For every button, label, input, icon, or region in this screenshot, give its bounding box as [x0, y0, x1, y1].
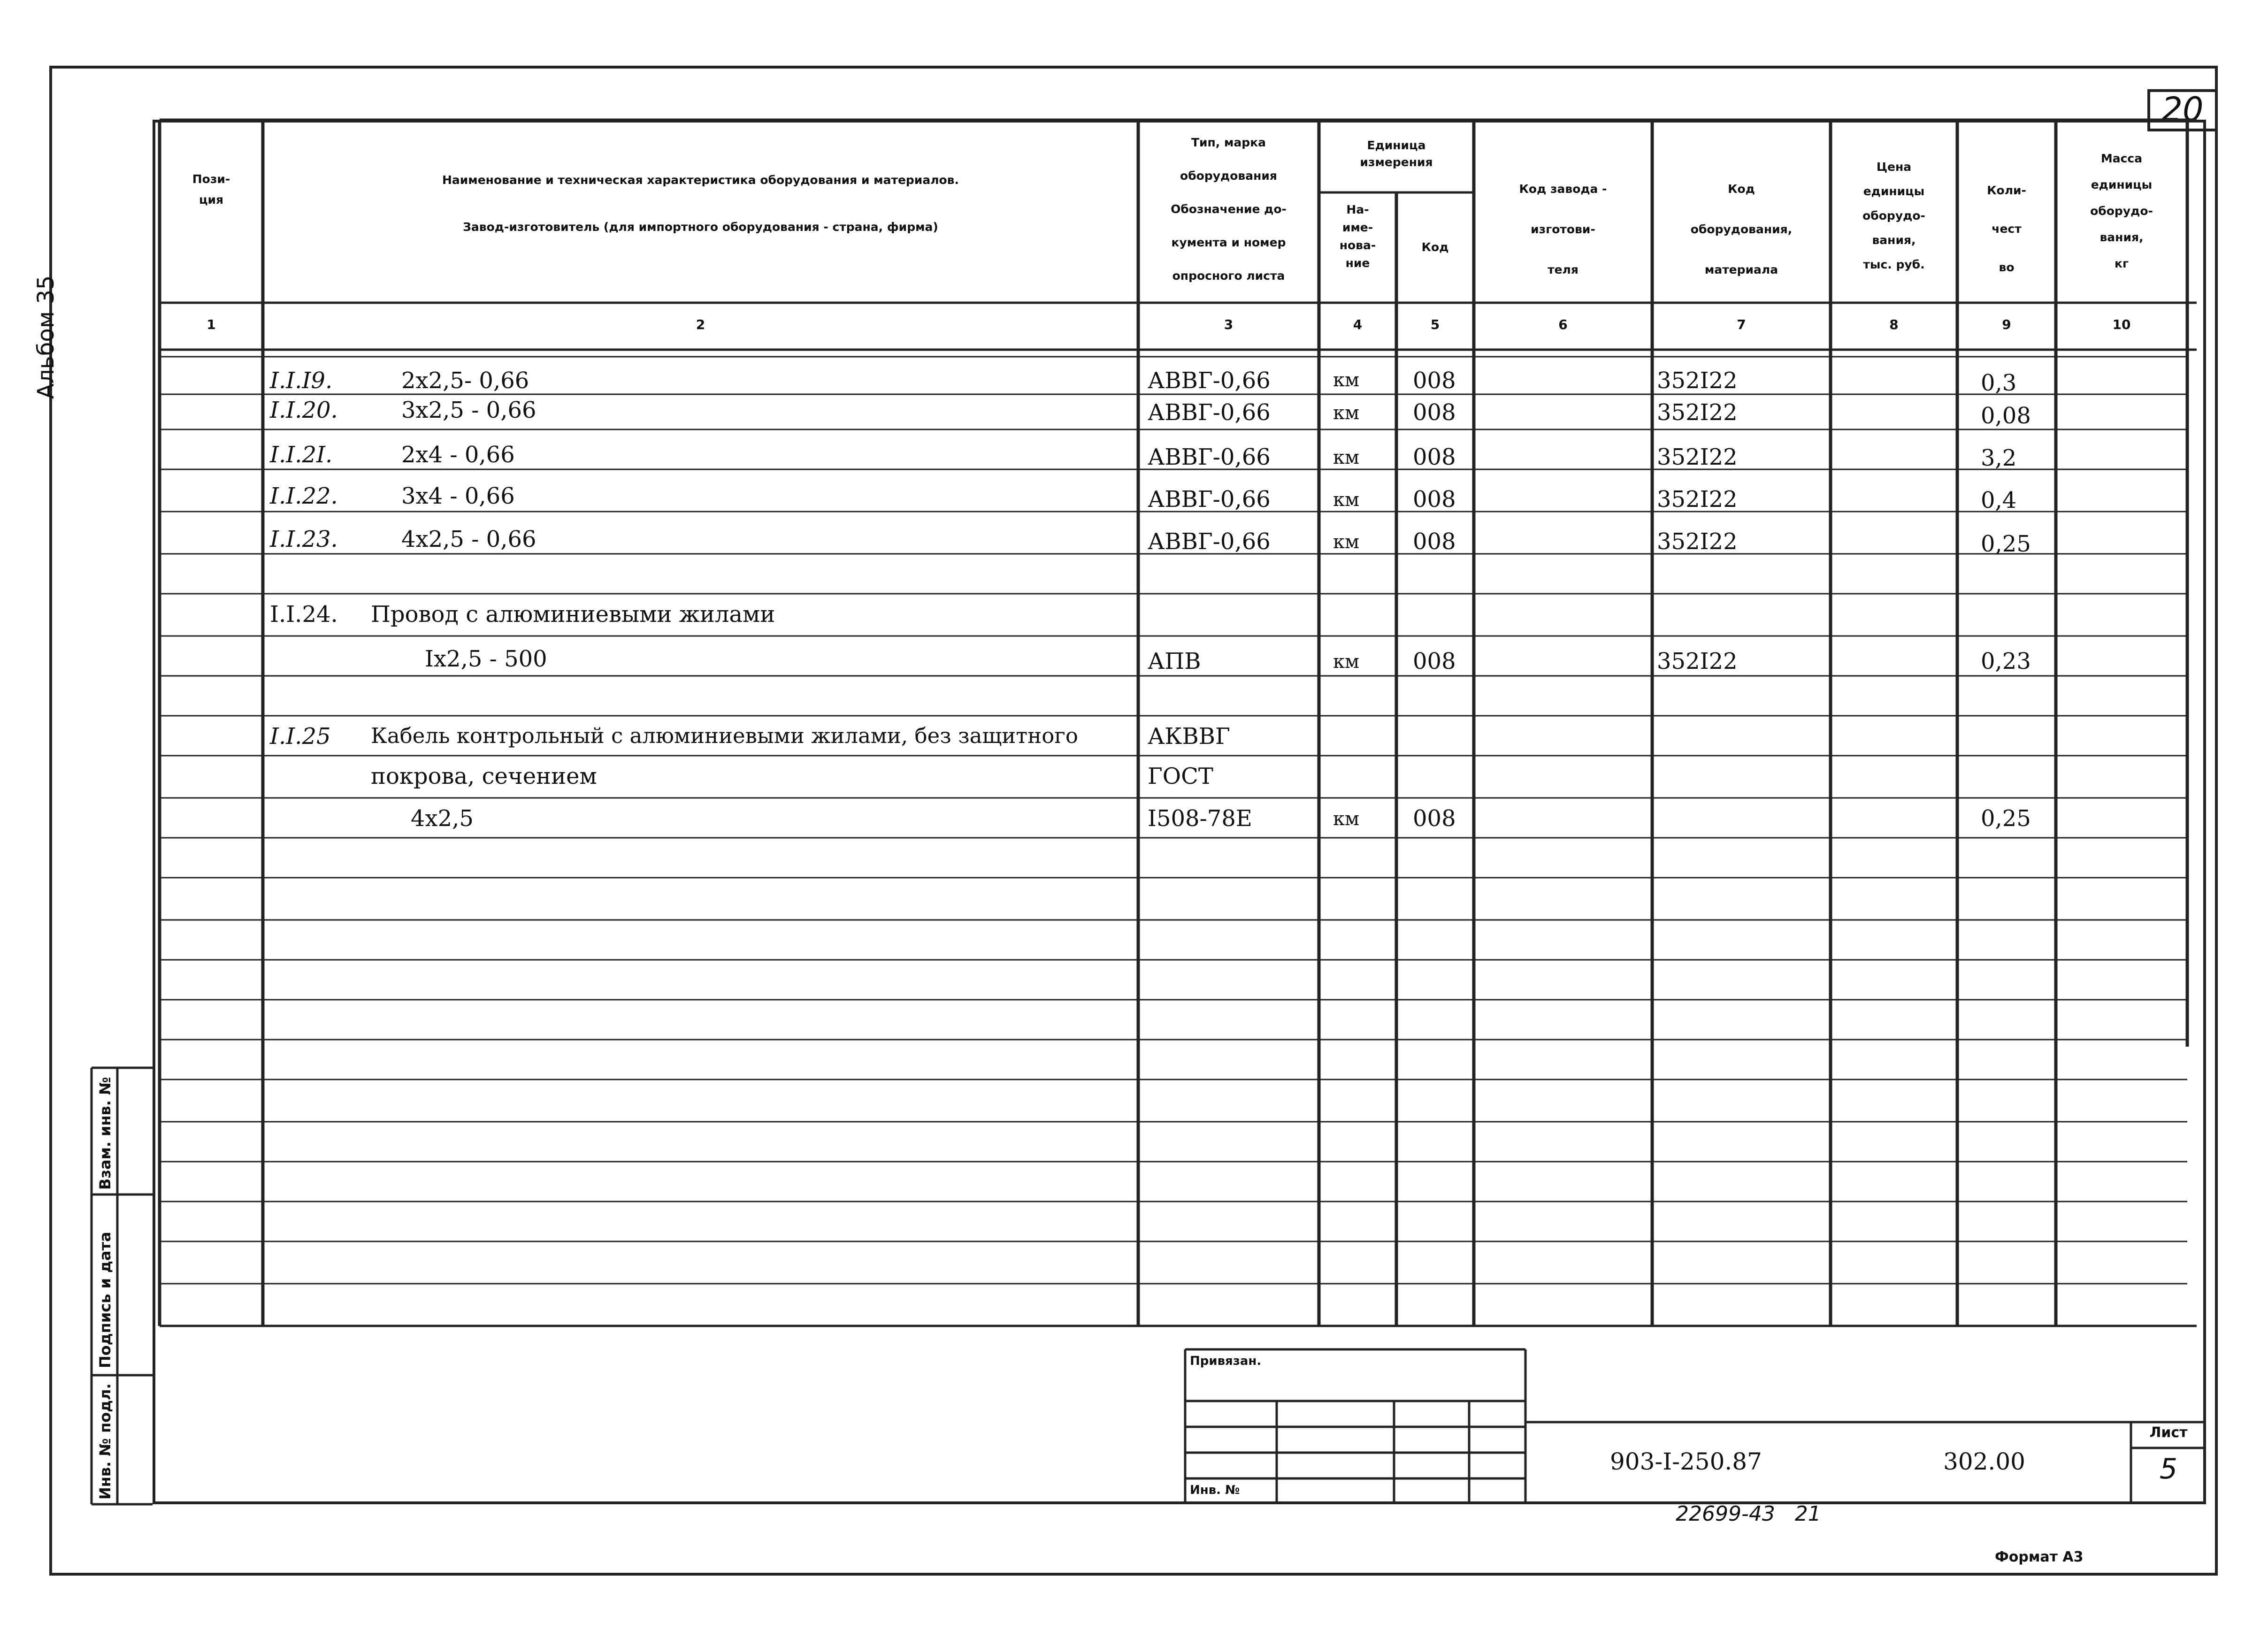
- row-unit-code: 008: [1413, 367, 1456, 394]
- stamp-vzam: Взам. инв. №: [96, 1077, 114, 1190]
- header-unit-code: Код: [1421, 240, 1449, 254]
- row-name: Провод с алюминиевыми жилами: [371, 601, 775, 628]
- privyazan-label: Привязан.: [1190, 1354, 1262, 1368]
- row-position: I.I.25: [270, 723, 331, 750]
- row-name: 3х4 - 0,66: [401, 483, 515, 509]
- header-name-line2: Завод-изготовитель (для импортного оборудования - страна, фирма): [463, 220, 938, 234]
- row-type: АВВГ-0,66: [1148, 399, 1271, 426]
- row-quantity: 0,25: [1981, 805, 2031, 832]
- row-name: 4х2,5 - 0,66: [401, 526, 536, 552]
- header-type: Тип, марка оборудования Обозначение до- кумента и номер опросного листа: [1171, 136, 1287, 283]
- header-name-line1: Наименование и техническая характеристика оборудования и материалов.: [442, 173, 959, 187]
- row-unit: км: [1333, 447, 1360, 468]
- row-type: АВВГ-0,66: [1148, 486, 1271, 513]
- row-name: 3х2,5 - 0,66: [401, 397, 536, 423]
- header-maker-code: Код завода - изготови- теля: [1519, 182, 1607, 276]
- row-material-code: 352I22: [1657, 528, 1738, 555]
- row-name: Кабель контрольный с алюминиевыми жилами, без защитного: [371, 723, 1078, 748]
- row-name: 2х2,5- 0,66: [401, 367, 529, 394]
- header-mass: Масса единицы оборудо- вания, кг: [2090, 152, 2153, 270]
- colnum-4: 4: [1353, 317, 1363, 332]
- stamp-inv-no: Инв. № подл.: [96, 1383, 114, 1500]
- row-quantity: 0,25: [1981, 531, 2031, 557]
- row-name: Iх2,5 - 500: [425, 646, 547, 672]
- colnum-5: 5: [1430, 317, 1440, 332]
- stamp-sign-date: Подпись и дата: [96, 1232, 114, 1368]
- row-material-code: 352I22: [1657, 367, 1738, 394]
- archive-number: 22699-43 21: [1676, 1502, 1821, 1526]
- colnum-2: 2: [696, 317, 705, 332]
- row-unit-code: 008: [1413, 528, 1456, 555]
- row-position: I.I.I9.: [270, 367, 333, 394]
- header-quantity: Коли- чест во: [1987, 184, 2026, 274]
- row-material-code: 352I22: [1657, 486, 1738, 513]
- row-position: I.I.23.: [270, 526, 338, 552]
- row-unit: км: [1333, 531, 1360, 553]
- row-unit: км: [1333, 489, 1360, 511]
- colnum-8: 8: [1889, 317, 1899, 332]
- header-position: Пози- ция: [192, 172, 230, 207]
- row-name: покрова, сечением: [371, 763, 597, 789]
- sheet-code: 302.00: [1943, 1448, 2025, 1475]
- list-label: Лист: [2149, 1424, 2188, 1441]
- row-quantity: 0,3: [1981, 370, 2017, 396]
- row-unit-code: 008: [1413, 805, 1456, 832]
- header-material-code: Код оборудования, материала: [1690, 182, 1793, 276]
- row-unit-code: 008: [1413, 648, 1456, 674]
- row-quantity: 0,4: [1981, 487, 2017, 513]
- row-material-code: 352I22: [1657, 399, 1738, 426]
- colnum-9: 9: [2002, 317, 2011, 332]
- colnum-1: 1: [207, 317, 216, 332]
- row-type: АПВ: [1148, 648, 1201, 674]
- row-unit-code: 008: [1413, 486, 1456, 513]
- album-label: Альбом 35: [33, 275, 59, 399]
- colnum-10: 10: [2112, 317, 2131, 332]
- row-type: I508-78Е: [1148, 805, 1252, 832]
- row-quantity: 0,23: [1981, 648, 2031, 674]
- format-label: Формат А3: [1995, 1549, 2084, 1565]
- row-unit-code: 008: [1413, 444, 1456, 470]
- row-type: АКВВГ: [1148, 723, 1230, 750]
- document-code: 903-I-250.87: [1610, 1448, 1762, 1475]
- row-position: I.I.24.: [270, 601, 338, 628]
- row-quantity: 0,08: [1981, 403, 2031, 429]
- row-quantity: 3,2: [1981, 445, 2017, 471]
- colnum-6: 6: [1558, 317, 1568, 332]
- list-number: 5: [2159, 1453, 2178, 1485]
- row-unit: км: [1333, 651, 1360, 673]
- row-type: ГОСТ: [1148, 763, 1213, 789]
- row-name: 2х4 - 0,66: [401, 442, 515, 468]
- row-unit: км: [1333, 402, 1360, 424]
- header-unit: Единица измерения: [1360, 138, 1433, 169]
- colnum-3: 3: [1224, 317, 1234, 332]
- row-type: АВВГ-0,66: [1148, 528, 1271, 555]
- row-material-code: 352I22: [1657, 444, 1738, 470]
- row-unit: км: [1333, 808, 1360, 830]
- row-name: 4х2,5: [411, 805, 474, 832]
- inv-no-label: Инв. №: [1190, 1483, 1240, 1497]
- row-type: АВВГ-0,66: [1148, 367, 1271, 394]
- header-unit-name: На- име- нова- ние: [1339, 203, 1376, 270]
- row-unit-code: 008: [1413, 399, 1456, 426]
- row-type: АВВГ-0,66: [1148, 444, 1271, 470]
- header-price: Цена единицы оборудо- вания, тыс. руб.: [1862, 160, 1925, 271]
- row-position: I.I.2I.: [270, 442, 333, 468]
- row-unit: км: [1333, 369, 1360, 391]
- row-material-code: 352I22: [1657, 648, 1738, 674]
- row-position: I.I.22.: [270, 483, 338, 509]
- sheet-label: 20: [2161, 90, 2204, 129]
- row-position: I.I.20.: [270, 397, 338, 423]
- colnum-7: 7: [1737, 317, 1746, 332]
